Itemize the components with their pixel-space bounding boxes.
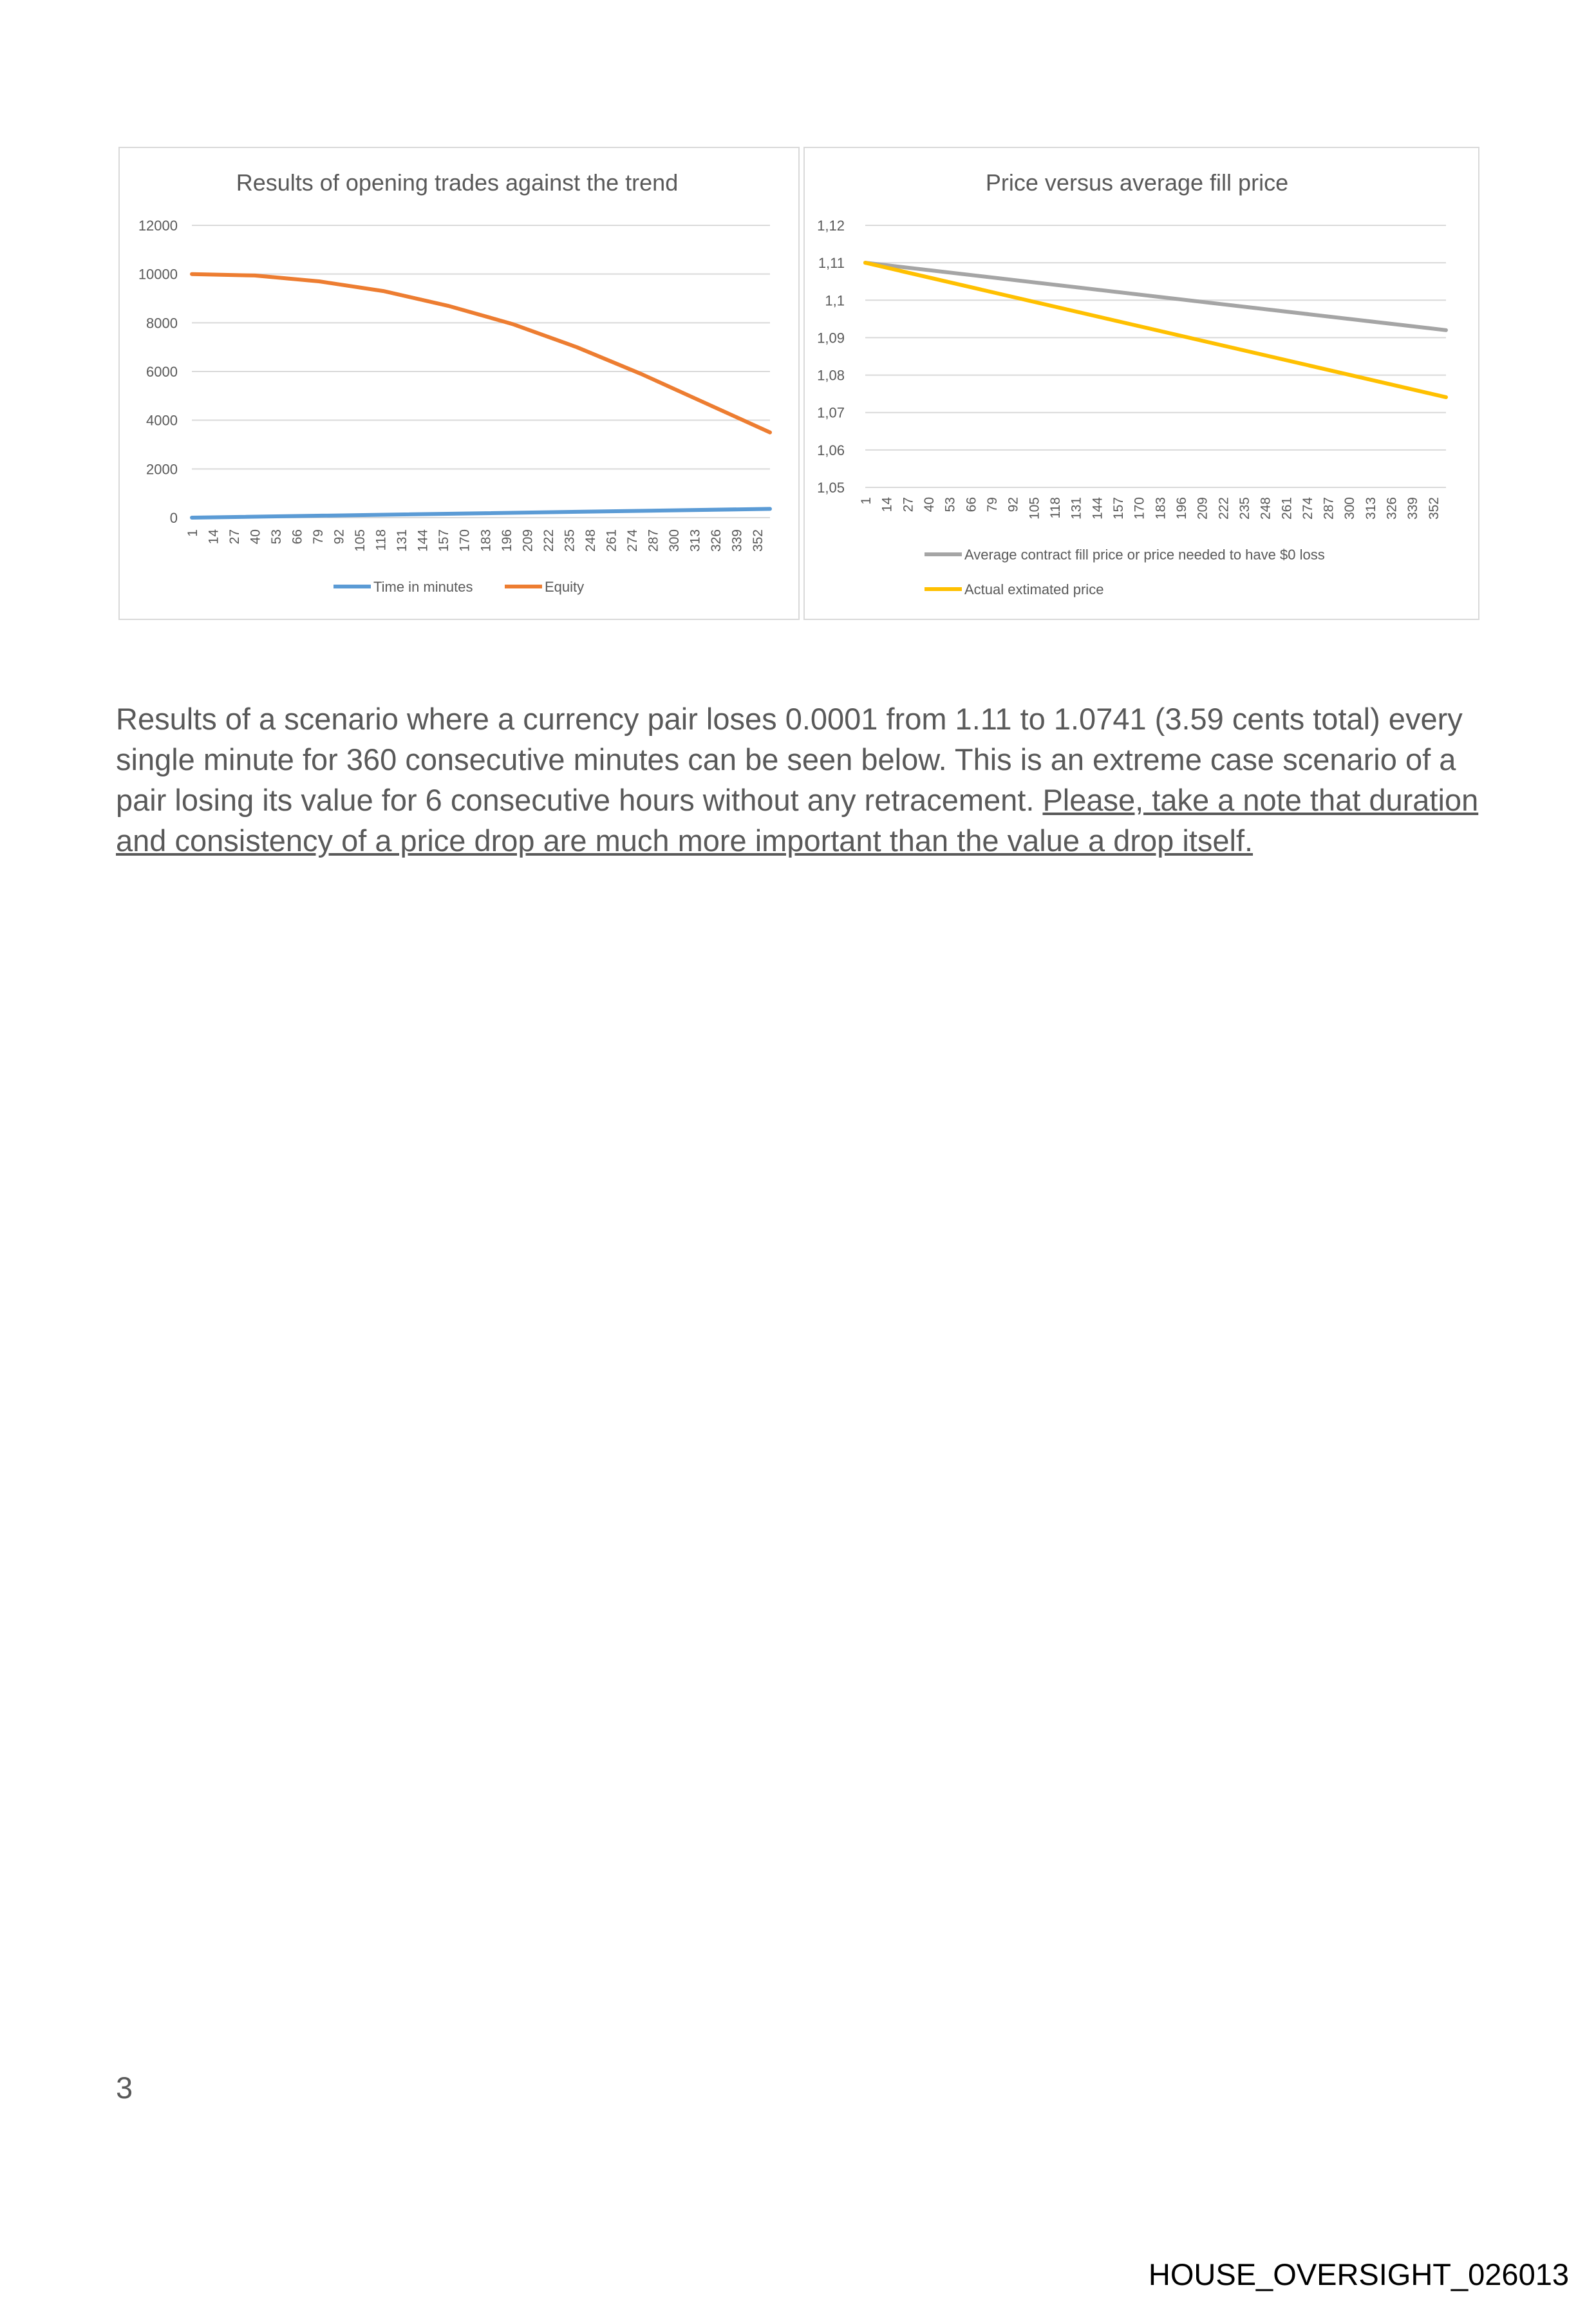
y-tick-label: 1,1 bbox=[825, 292, 845, 309]
x-tick-label: 300 bbox=[1342, 497, 1358, 520]
x-tick-label: 209 bbox=[520, 529, 536, 552]
y-tick-label: 6000 bbox=[146, 364, 178, 380]
x-tick-label: 53 bbox=[943, 497, 958, 512]
series-line bbox=[192, 274, 770, 433]
x-tick-label: 118 bbox=[373, 529, 389, 551]
y-tick-label: 10000 bbox=[138, 266, 178, 283]
x-tick-label: 170 bbox=[457, 529, 473, 552]
y-tick-label: 1,05 bbox=[817, 480, 845, 496]
x-tick-label: 300 bbox=[666, 529, 682, 552]
y-tick-label: 2000 bbox=[146, 461, 178, 478]
page-number: 3 bbox=[116, 2071, 133, 2105]
x-tick-label: 40 bbox=[921, 497, 937, 512]
x-tick-label: 235 bbox=[1237, 497, 1252, 520]
x-tick-label: 274 bbox=[624, 529, 640, 552]
x-tick-label: 40 bbox=[248, 529, 263, 545]
y-tick-label: 8000 bbox=[146, 315, 178, 332]
x-tick-label: 222 bbox=[541, 529, 556, 552]
x-tick-label: 157 bbox=[437, 529, 452, 552]
x-tick-label: 131 bbox=[1069, 497, 1084, 520]
y-tick-label: 1,06 bbox=[817, 442, 845, 458]
x-tick-label: 105 bbox=[1027, 497, 1042, 520]
x-tick-label: 27 bbox=[901, 497, 916, 512]
x-tick-label: 53 bbox=[269, 529, 285, 545]
y-tick-label: 1,08 bbox=[817, 367, 845, 384]
x-tick-label: 131 bbox=[395, 529, 410, 552]
x-tick-label: 144 bbox=[415, 529, 431, 552]
x-tick-label: 183 bbox=[1153, 497, 1169, 520]
x-tick-label: 1 bbox=[859, 497, 874, 505]
x-tick-label: 118 bbox=[1047, 497, 1063, 519]
y-tick-label: 1,07 bbox=[817, 404, 845, 421]
x-tick-label: 274 bbox=[1300, 497, 1315, 520]
x-tick-label: 183 bbox=[478, 529, 494, 552]
x-tick-label: 261 bbox=[1279, 497, 1295, 520]
x-tick-label: 92 bbox=[332, 529, 347, 545]
y-tick-label: 12000 bbox=[138, 218, 178, 234]
equity-chart bbox=[120, 148, 801, 621]
x-tick-label: 326 bbox=[1384, 497, 1400, 520]
chart-title: Results of opening trades against the trend bbox=[236, 169, 679, 196]
x-tick-label: 352 bbox=[1426, 497, 1441, 520]
y-tick-label: 1,09 bbox=[817, 330, 845, 346]
legend-label: Actual extimated price bbox=[964, 581, 1104, 597]
x-tick-label: 92 bbox=[1006, 497, 1021, 512]
x-tick-label: 209 bbox=[1195, 497, 1210, 520]
series-line bbox=[865, 263, 1446, 330]
y-tick-label: 1,12 bbox=[817, 218, 845, 234]
x-tick-label: 313 bbox=[1363, 497, 1378, 520]
x-tick-label: 235 bbox=[562, 529, 577, 552]
price-chart-panel bbox=[803, 147, 1479, 620]
x-tick-label: 1 bbox=[185, 529, 200, 537]
x-tick-label: 326 bbox=[708, 529, 724, 552]
series-line bbox=[192, 509, 770, 518]
x-tick-label: 261 bbox=[604, 529, 619, 552]
x-tick-label: 196 bbox=[499, 529, 514, 552]
x-tick-label: 14 bbox=[879, 497, 895, 512]
x-tick-label: 339 bbox=[1405, 497, 1421, 520]
equity-chart-panel bbox=[118, 147, 800, 620]
x-tick-label: 79 bbox=[311, 529, 326, 545]
x-tick-label: 144 bbox=[1090, 497, 1105, 520]
body-text-plain: Results of a scenario where a currency pair loses 0.0001 from 1.11 to 1.0741 (3.59 cents total) every single minute for 360 consecutive minutes can be seen below. This is an extreme case scenario of a pair losing its value for 6 consecutive hours without any retracement. bbox=[116, 702, 1463, 817]
footer-document-id: HOUSE_OVERSIGHT_026013 bbox=[1148, 2257, 1569, 2291]
y-tick-label: 1,11 bbox=[818, 255, 845, 272]
x-tick-label: 196 bbox=[1174, 497, 1189, 520]
x-tick-label: 222 bbox=[1216, 497, 1232, 520]
x-tick-label: 79 bbox=[984, 497, 1000, 512]
legend-label: Average contract fill price or price needed to have $0 loss bbox=[964, 547, 1325, 563]
x-tick-label: 248 bbox=[1258, 497, 1273, 520]
x-tick-label: 352 bbox=[750, 529, 765, 552]
x-tick-label: 27 bbox=[227, 529, 243, 545]
legend-label: Time in minutes bbox=[373, 579, 473, 595]
x-tick-label: 14 bbox=[206, 529, 221, 545]
y-tick-label: 4000 bbox=[146, 412, 178, 429]
price-chart bbox=[805, 148, 1481, 621]
x-tick-label: 248 bbox=[583, 529, 598, 552]
x-tick-label: 66 bbox=[964, 497, 979, 512]
x-tick-label: 287 bbox=[1321, 497, 1337, 520]
x-tick-label: 105 bbox=[353, 529, 368, 552]
chart-title: Price versus average fill price bbox=[985, 169, 1289, 196]
x-tick-label: 170 bbox=[1132, 497, 1147, 520]
x-tick-label: 313 bbox=[688, 529, 703, 552]
legend-label: Equity bbox=[545, 579, 585, 595]
body-text-underlined: Please, take a note that duration and consistency of a price drop are much more important than the value a drop itself. bbox=[116, 783, 1479, 858]
y-tick-label: 0 bbox=[169, 510, 178, 526]
series-line bbox=[865, 263, 1446, 397]
body-paragraph bbox=[116, 699, 1487, 861]
x-tick-label: 287 bbox=[646, 529, 661, 552]
x-tick-label: 339 bbox=[729, 529, 745, 552]
x-tick-label: 66 bbox=[290, 529, 305, 545]
x-tick-label: 157 bbox=[1111, 497, 1126, 520]
